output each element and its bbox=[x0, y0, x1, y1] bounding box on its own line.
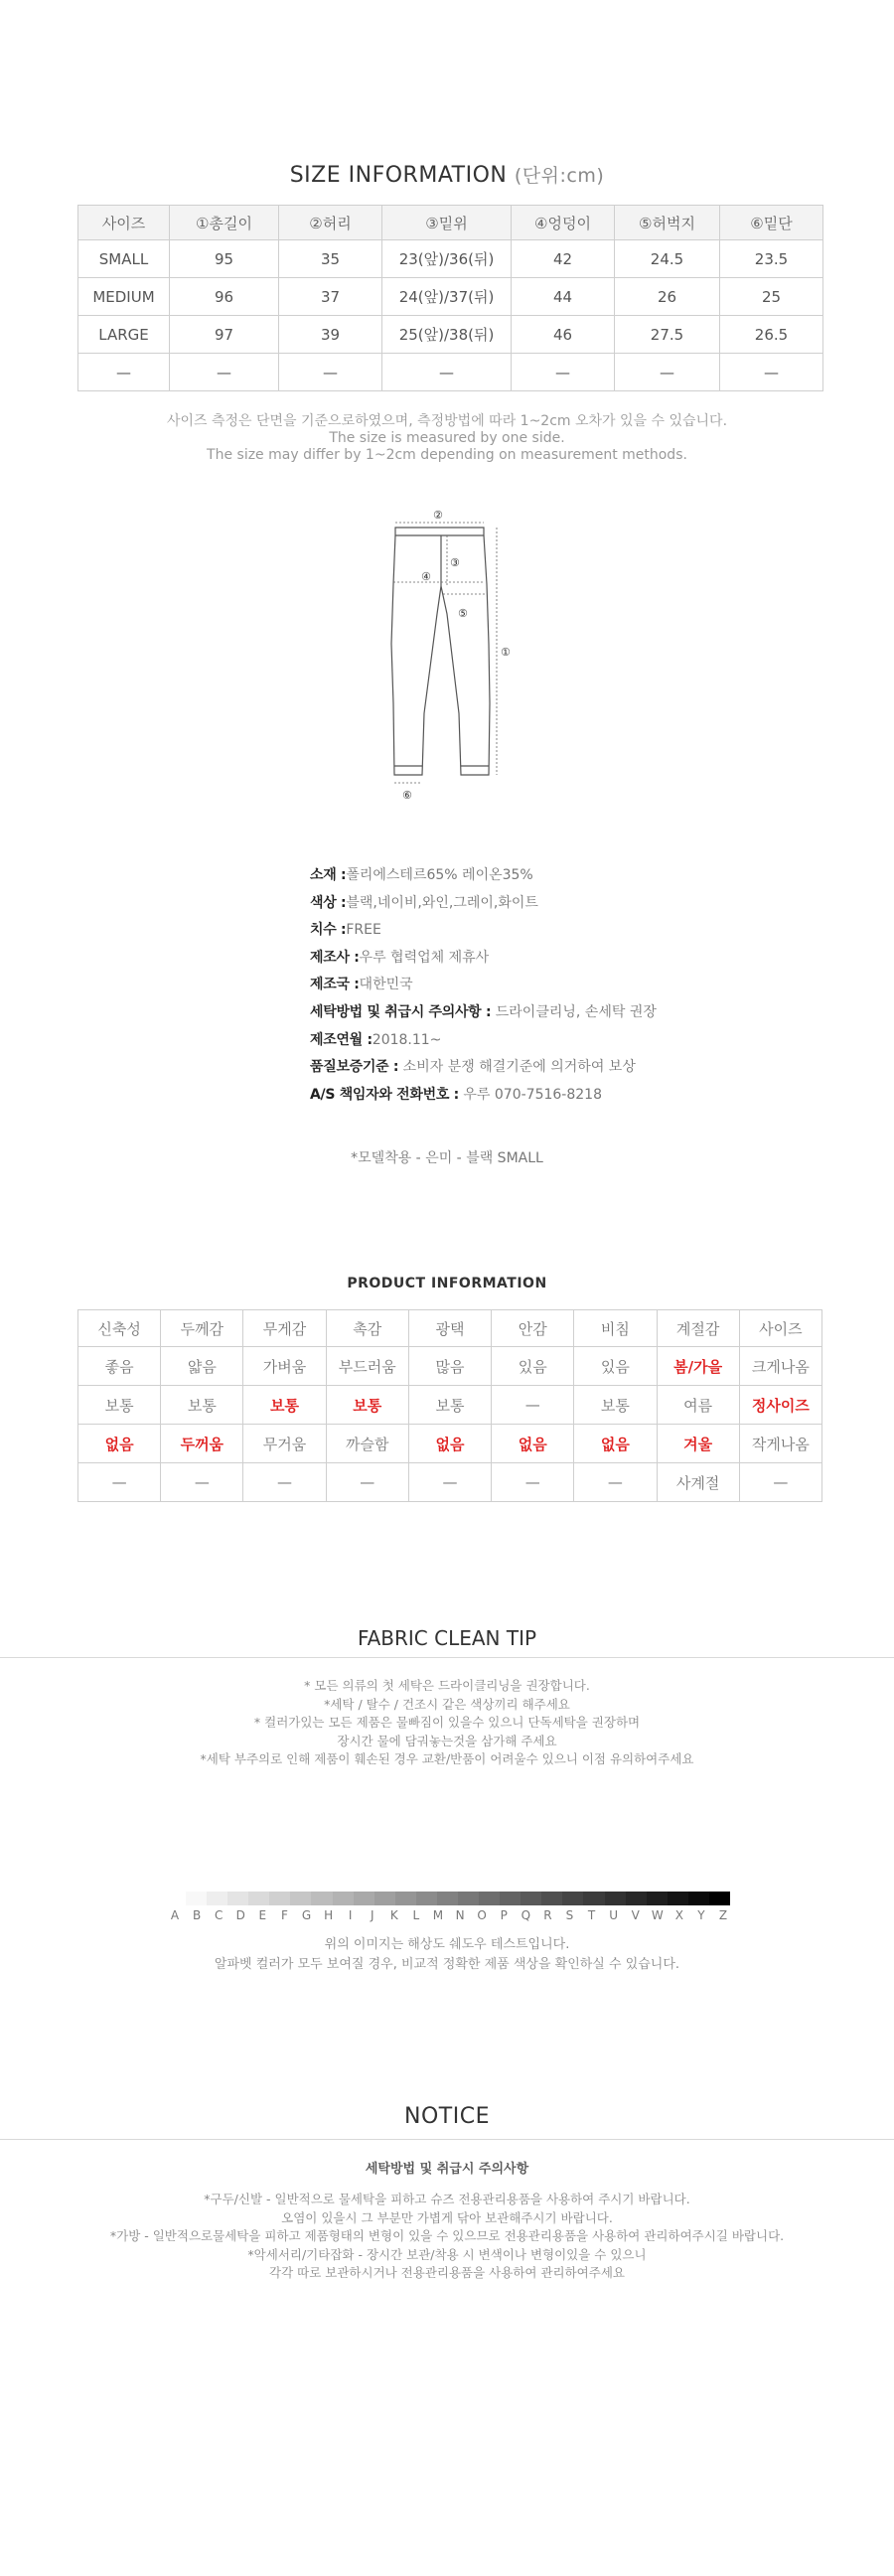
product-info-header-cell: 촉감 bbox=[326, 1310, 408, 1347]
product-info-cell: 보통 bbox=[574, 1386, 657, 1425]
grayscale-step bbox=[583, 1892, 604, 1905]
detail-label: 세탁방법 및 취급시 주의사항 : bbox=[310, 1003, 492, 1020]
size-cell: 23(앞)/36(뒤) bbox=[382, 240, 512, 278]
detail-label: 제조국 : bbox=[310, 977, 360, 993]
product-info-cell: 좋음 bbox=[78, 1347, 161, 1386]
detail-row bbox=[310, 974, 826, 1001]
detail-label: 제조사 : bbox=[310, 949, 360, 966]
grayscale-step bbox=[500, 1892, 521, 1905]
size-cell: 27.5 bbox=[615, 316, 720, 354]
product-info-cell: — bbox=[574, 1463, 657, 1502]
product-info-row bbox=[78, 1386, 822, 1425]
grayscale-letter: C bbox=[215, 1908, 224, 1922]
product-info-cell: 크게나옴 bbox=[739, 1347, 821, 1386]
product-info-cell-selected: 봄/가을 bbox=[657, 1347, 739, 1386]
product-info-cell: 있음 bbox=[574, 1347, 657, 1386]
grayscale-letter: H bbox=[324, 1908, 334, 1922]
grayscale-step bbox=[354, 1892, 374, 1905]
product-info-cell: — bbox=[492, 1463, 574, 1502]
detail-label: 치수 : bbox=[310, 922, 347, 939]
size-cell: — bbox=[615, 354, 720, 391]
marker-rise: ③ bbox=[450, 556, 460, 569]
marker-hem: ⑥ bbox=[402, 789, 412, 802]
product-info-cell: 보통 bbox=[408, 1386, 491, 1425]
product-info-cell-selected: 없음 bbox=[492, 1425, 574, 1463]
size-cell: — bbox=[512, 354, 615, 391]
product-info-row bbox=[78, 1425, 822, 1463]
product-details bbox=[310, 864, 826, 1111]
notice-line: *구두/신발 - 일반적으로 물세탁을 피하고 슈즈 전용관리용품을 사용하여 주시기 바랍니다. bbox=[204, 2192, 690, 2206]
notice-title: NOTICE bbox=[404, 2104, 490, 2129]
grayscale-step bbox=[626, 1892, 647, 1905]
grayscale-note-line: 위의 이미지는 해상도 쉐도우 테스트입니다. bbox=[324, 1937, 570, 1952]
size-cell: 96 bbox=[170, 278, 279, 316]
detail-label: A/S 책임자와 전화번호 : bbox=[310, 1086, 459, 1103]
detail-label: 소재 : bbox=[310, 867, 347, 883]
product-info-cell: 가벼움 bbox=[243, 1347, 326, 1386]
product-info-header-cell: 두께감 bbox=[161, 1310, 243, 1347]
product-info-cell: — bbox=[78, 1463, 161, 1502]
size-cell: 26.5 bbox=[720, 316, 823, 354]
detail-row bbox=[310, 892, 826, 920]
measure-markers bbox=[402, 509, 511, 802]
grayscale-letter: M bbox=[432, 1908, 444, 1922]
size-cell: SMALL bbox=[78, 240, 170, 278]
size-cell: — bbox=[78, 354, 170, 391]
size-cell: 37 bbox=[279, 278, 382, 316]
grayscale-step bbox=[688, 1892, 709, 1905]
size-cell: — bbox=[382, 354, 512, 391]
grayscale-step bbox=[458, 1892, 479, 1905]
product-info-row bbox=[78, 1347, 822, 1386]
grayscale-letter: V bbox=[631, 1908, 640, 1922]
size-header-cell: ⑥밑단 bbox=[720, 206, 823, 240]
grayscale-letter: J bbox=[370, 1908, 374, 1922]
fabric-tips bbox=[0, 1677, 894, 1769]
grayscale-letter: W bbox=[651, 1908, 664, 1922]
size-table-header bbox=[78, 206, 823, 240]
grayscale-step bbox=[227, 1892, 248, 1905]
size-cell: 25(앞)/38(뒤) bbox=[382, 316, 512, 354]
size-info-unit: (단위:cm) bbox=[514, 165, 605, 187]
detail-label: 제조연월 : bbox=[310, 1031, 372, 1048]
grayscale-letter: A bbox=[170, 1908, 180, 1922]
grayscale-letter: B bbox=[193, 1908, 202, 1922]
grayscale-step bbox=[395, 1892, 416, 1905]
product-info-cell-selected: 없음 bbox=[78, 1425, 161, 1463]
product-info-cell: 부드러움 bbox=[326, 1347, 408, 1386]
grayscale-letter: G bbox=[301, 1908, 312, 1922]
grayscale-step bbox=[269, 1892, 290, 1905]
grayscale-letter: T bbox=[587, 1908, 596, 1922]
product-info-cell: 보통 bbox=[78, 1386, 161, 1425]
grayscale-step bbox=[290, 1892, 311, 1905]
size-cell: — bbox=[170, 354, 279, 391]
size-note-line: 사이즈 측정은 단면을 기준으로하였으며, 측정방법에 따라 1~2cm 오차가 있을 수 있습니다. bbox=[166, 413, 728, 429]
product-info-cell: 많음 bbox=[408, 1347, 491, 1386]
product-info-table bbox=[77, 1309, 822, 1502]
grayscale-letter: K bbox=[389, 1908, 398, 1922]
grayscale-step bbox=[333, 1892, 354, 1905]
detail-value: 우루 협력업체 제휴사 bbox=[359, 949, 490, 966]
detail-label: 색상 : bbox=[310, 894, 347, 911]
product-info-header-cell: 무게감 bbox=[243, 1310, 326, 1347]
detail-label: 품질보증기준 : bbox=[310, 1059, 399, 1076]
detail-row bbox=[310, 1084, 826, 1112]
size-cell: 95 bbox=[170, 240, 279, 278]
notice-line: *가방 - 일반적으로물세탁을 피하고 제품형태의 변형이 있을 수 있으므로 전용관리용품을 사용하여 관리하여주시길 바랍니다. bbox=[109, 2228, 785, 2243]
notice-divider bbox=[0, 2139, 894, 2140]
grayscale-step bbox=[541, 1892, 562, 1905]
product-info-header-cell: 계절감 bbox=[657, 1310, 739, 1347]
size-header-cell: ⑤허벅지 bbox=[615, 206, 720, 240]
product-info-cell: — bbox=[161, 1463, 243, 1502]
size-header-cell: ③밑위 bbox=[382, 206, 512, 240]
grayscale-step bbox=[207, 1892, 227, 1905]
pants-diagram bbox=[377, 505, 526, 803]
detail-value: FREE bbox=[346, 922, 381, 939]
product-info-header-cell: 광택 bbox=[408, 1310, 491, 1347]
grayscale-letter: E bbox=[258, 1908, 267, 1922]
fabric-tip-line: * 모든 의류의 첫 세탁은 드라이클리닝을 권장합니다. bbox=[304, 1678, 590, 1693]
size-cell: 39 bbox=[279, 316, 382, 354]
grayscale-letter: S bbox=[565, 1908, 574, 1922]
grayscale-step bbox=[709, 1892, 730, 1905]
size-cell: 44 bbox=[512, 278, 615, 316]
measure-lines bbox=[393, 523, 497, 783]
grayscale-step bbox=[521, 1892, 541, 1905]
grayscale-step bbox=[248, 1892, 269, 1905]
grayscale-step bbox=[562, 1892, 583, 1905]
grayscale-note-line: 알파벳 컬러가 모두 보여질 경우, 비교적 정확한 제품 색상을 확인하실 수 있습니다. bbox=[214, 1957, 680, 1972]
marker-thigh: ⑤ bbox=[458, 607, 468, 620]
detail-value: 2018.11~ bbox=[372, 1031, 442, 1048]
fabric-title: FABRIC CLEAN TIP bbox=[357, 1626, 537, 1650]
product-info-header-cell: 비침 bbox=[574, 1310, 657, 1347]
size-header-cell: ①총길이 bbox=[170, 206, 279, 240]
product-info-cell: 사계절 bbox=[657, 1463, 739, 1502]
size-cell: 35 bbox=[279, 240, 382, 278]
grayscale-letter: F bbox=[280, 1908, 288, 1922]
size-note bbox=[0, 413, 894, 464]
detail-value: 블랙,네이비,와인,그레이,화이트 bbox=[346, 894, 538, 911]
product-info-cell-selected: 없음 bbox=[574, 1425, 657, 1463]
size-cell: 24(앞)/37(뒤) bbox=[382, 278, 512, 316]
product-info-title: PRODUCT INFORMATION bbox=[347, 1276, 547, 1291]
detail-value: 폴리에스테르65% 레이온35% bbox=[346, 867, 533, 883]
grayscale-step bbox=[416, 1892, 437, 1905]
size-cell: — bbox=[279, 354, 382, 391]
grayscale-letter: Z bbox=[718, 1908, 728, 1922]
grayscale-step bbox=[479, 1892, 500, 1905]
product-info-cell: — bbox=[739, 1463, 821, 1502]
detail-value: 대한민국 bbox=[359, 977, 413, 993]
grayscale-letter: I bbox=[348, 1908, 353, 1922]
product-info-header-cell: 신축성 bbox=[78, 1310, 161, 1347]
size-cell: 46 bbox=[512, 316, 615, 354]
size-table-row bbox=[78, 278, 823, 316]
size-info-title bbox=[0, 161, 894, 188]
model-note: *모델착용 - 은미 - 블랙 SMALL bbox=[351, 1150, 543, 1166]
size-note-line: The size is measured by one side. bbox=[329, 430, 565, 446]
fabric-divider bbox=[0, 1657, 894, 1658]
product-info-cell-selected: 없음 bbox=[408, 1425, 491, 1463]
product-info-cell: — bbox=[243, 1463, 326, 1502]
size-cell: MEDIUM bbox=[78, 278, 170, 316]
notice-line: *악세서리/기타잡화 - 장시간 보관/착용 시 변색이나 변형이있을 수 있으니 bbox=[247, 2246, 647, 2262]
product-info-cell: — bbox=[326, 1463, 408, 1502]
product-info-cell-selected: 두꺼움 bbox=[161, 1425, 243, 1463]
size-cell: — bbox=[720, 354, 823, 391]
fabric-tip-line: *세탁 부주의로 인해 제품이 훼손된 경우 교환/반품이 어려울수 있으니 이점 유의하여주세요 bbox=[200, 1751, 694, 1766]
size-cell: LARGE bbox=[78, 316, 170, 354]
size-cell: 23.5 bbox=[720, 240, 823, 278]
grayscale-step bbox=[186, 1892, 207, 1905]
grayscale-letter: N bbox=[455, 1908, 465, 1922]
product-info-cell-selected: 보통 bbox=[243, 1386, 326, 1425]
product-info-header-cell: 사이즈 bbox=[739, 1310, 821, 1347]
product-info-cell: — bbox=[492, 1386, 574, 1425]
marker-length: ① bbox=[501, 646, 511, 659]
grayscale-step bbox=[668, 1892, 688, 1905]
grayscale-letter: Y bbox=[697, 1908, 705, 1922]
product-info-header-cell: 안감 bbox=[492, 1310, 574, 1347]
detail-row bbox=[310, 1056, 826, 1084]
grayscale-step bbox=[647, 1892, 668, 1905]
grayscale-letter: Q bbox=[521, 1908, 531, 1922]
size-info-title-text: SIZE INFORMATION bbox=[289, 163, 508, 188]
size-cell: 26 bbox=[615, 278, 720, 316]
grayscale-bar bbox=[186, 1892, 730, 1905]
size-table-row bbox=[78, 316, 823, 354]
product-info-cell: 여름 bbox=[657, 1386, 739, 1425]
pants-outline bbox=[391, 528, 490, 775]
product-info-cell: 보통 bbox=[161, 1386, 243, 1425]
product-info-cell: 까슬함 bbox=[326, 1425, 408, 1463]
size-table-row bbox=[78, 240, 823, 278]
detail-row bbox=[310, 1001, 826, 1029]
detail-value: 소비자 분쟁 해결기준에 의거하여 보상 bbox=[398, 1059, 636, 1076]
grayscale-letter: U bbox=[609, 1908, 618, 1922]
marker-hip: ④ bbox=[421, 570, 431, 583]
grayscale-step bbox=[437, 1892, 458, 1905]
marker-waist: ② bbox=[433, 509, 443, 522]
detail-row bbox=[310, 864, 826, 892]
size-header-cell: ④엉덩이 bbox=[512, 206, 615, 240]
fabric-tip-line: *세탁 / 탈수 / 건조시 같은 색상끼리 해주세요 bbox=[324, 1696, 570, 1712]
size-cell: 25 bbox=[720, 278, 823, 316]
product-info-cell-selected: 정사이즈 bbox=[739, 1386, 821, 1425]
grayscale-letter: R bbox=[543, 1908, 552, 1922]
detail-value: 우루 070-7516-8218 bbox=[458, 1086, 602, 1103]
grayscale-letter: X bbox=[674, 1908, 683, 1922]
notice-line: 오염이 있을시 그 부분만 가볍게 닦아 보관해주시기 바랍니다. bbox=[281, 2209, 613, 2225]
size-note-line: The size may differ by 1~2cm depending on measurement methods. bbox=[207, 447, 687, 463]
grayscale-note bbox=[0, 1935, 894, 1975]
size-header-cell: 사이즈 bbox=[78, 206, 170, 240]
detail-row bbox=[310, 1029, 826, 1057]
size-table bbox=[77, 205, 823, 391]
detail-value: 드라이클리닝, 손세탁 권장 bbox=[491, 1003, 657, 1020]
notice-subtitle: 세탁방법 및 취급시 주의사항 bbox=[365, 2162, 529, 2177]
product-info-cell: 작게나옴 bbox=[739, 1425, 821, 1463]
size-cell: 24.5 bbox=[615, 240, 720, 278]
detail-row bbox=[310, 947, 826, 975]
grayscale-step bbox=[311, 1892, 332, 1905]
grayscale-letter: D bbox=[235, 1908, 245, 1922]
product-info-row bbox=[78, 1463, 822, 1502]
product-info-cell: — bbox=[408, 1463, 491, 1502]
fabric-tip-line: * 컬러가있는 모든 제품은 물빠짐이 있을수 있으니 단독세탁을 권장하며 bbox=[253, 1715, 641, 1730]
product-info-cell: 있음 bbox=[492, 1347, 574, 1386]
product-info-header bbox=[78, 1310, 822, 1347]
detail-row bbox=[310, 919, 826, 947]
grayscale-step bbox=[605, 1892, 626, 1905]
size-cell: 97 bbox=[170, 316, 279, 354]
notice-line: 각각 따로 보관하시거나 전용관리용품을 사용하여 관리하여주세요 bbox=[269, 2265, 625, 2280]
product-info-cell: 무거움 bbox=[243, 1425, 326, 1463]
size-table-row bbox=[78, 354, 823, 391]
grayscale-step bbox=[374, 1892, 395, 1905]
grayscale-letter: L bbox=[412, 1908, 420, 1922]
grayscale-letter: P bbox=[500, 1908, 508, 1922]
grayscale-letters bbox=[164, 1905, 734, 1925]
size-header-cell: ②허리 bbox=[279, 206, 382, 240]
grayscale-letter: O bbox=[477, 1908, 487, 1922]
notice-lines bbox=[0, 2191, 894, 2283]
fabric-tip-line: 장시간 물에 담궈놓는것을 삼가해 주세요 bbox=[337, 1733, 557, 1748]
product-info-cell-selected: 겨울 bbox=[657, 1425, 739, 1463]
product-info-cell: 얇음 bbox=[161, 1347, 243, 1386]
product-info-cell-selected: 보통 bbox=[326, 1386, 408, 1425]
size-cell: 42 bbox=[512, 240, 615, 278]
